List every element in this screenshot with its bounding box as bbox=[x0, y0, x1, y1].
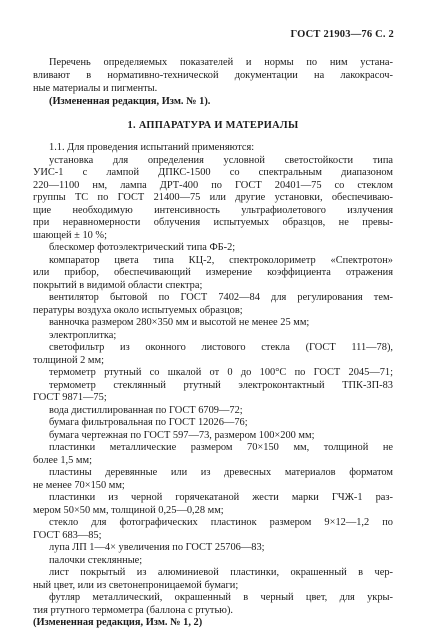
body-line: лупа ЛП 1—4× увеличения по ГОСТ 25706—83; bbox=[49, 542, 265, 553]
body-line: щие необходимую интенсивность ультрафиолетового излучения bbox=[33, 204, 393, 216]
body-line: блескомер фотоэлектрический типа ФБ-2; bbox=[49, 242, 236, 253]
body-line: стекло для фотографических пластинок размером 9×12—1,2 по bbox=[49, 517, 393, 528]
body-line: не менее 70×150 мм; bbox=[33, 479, 125, 491]
body-line: ванночка размером 280×350 мм и высотой не менее 25 мм; bbox=[49, 317, 310, 328]
body-line: УИС-1 с лампой ДПКС-1500 со спектральным диапазоном bbox=[33, 167, 393, 178]
body-line: компаратор цвета типа КЦ-2, спектроколориметр «Спектротон» bbox=[49, 254, 393, 266]
body-line: пластинки металлические размером 70×150 мм, толщиной не bbox=[49, 442, 393, 453]
body-line: термометр ртутный со шкалой от 0 до 100°С по ГОСТ 2045—71; bbox=[49, 367, 393, 378]
intro-line: Перечень определяемых показателей и нормы по ним устана- bbox=[49, 57, 393, 68]
body-line: пластинки из черной горячекатаной жести марки ГЧЖ-1 раз- bbox=[49, 492, 393, 503]
body-line: ГОСТ 9871—75; bbox=[33, 392, 107, 403]
body-line: ный цвет, или из светонепроницаемой бумаги; bbox=[33, 579, 239, 591]
body-line: мером 50×50 мм, толщиной 0,25—0,28 мм; bbox=[33, 504, 224, 516]
body-line: вентилятор бытовой по ГОСТ 7402—84 для регулирования тем- bbox=[49, 292, 393, 303]
body-line: лист покрытый из алюминиевой пластинки, окрашенный в чер- bbox=[49, 567, 393, 578]
body-line: ГОСТ 683—85; bbox=[33, 529, 102, 541]
body-line: бумага чертежная по ГОСТ 597—73, размером 100×200 мм; bbox=[49, 429, 315, 441]
page-header: ГОСТ 21903—76 С. 2 bbox=[290, 29, 394, 40]
body-line: группы ТС по ГОСТ 21400—75 или другие установки, обеспечиваю- bbox=[33, 192, 393, 203]
body-line: при неравномерности облучения испытуемых образцов, не превы- bbox=[33, 217, 393, 228]
body-line: бумага фильтровальная по ГОСТ 12026—76; bbox=[49, 417, 248, 428]
body-line: светофильтр из оконного листового стекла (ГОСТ 111—78), bbox=[49, 342, 393, 353]
body-line: пластины деревянные или из древесных материалов форматом bbox=[49, 467, 393, 478]
body-line: 220—1100 нм, лампа ДРТ-400 по ГОСТ 20401—75 со стеклом bbox=[33, 179, 393, 191]
body-line: шающей ± 10 %; bbox=[33, 229, 107, 241]
amendment-note: (Измененная редакция, Изм. № 1). bbox=[49, 96, 211, 107]
body-line: футляр металлический, окрашенный в черный цвет, для укры- bbox=[49, 592, 393, 603]
body-line: 1.1. Для проведения испытаний применяются: bbox=[49, 142, 255, 153]
intro-line: ные материалы и пигменты. bbox=[33, 83, 158, 94]
intro-line: вливают в нормативно-технической документации на лакокрасоч- bbox=[33, 70, 393, 81]
body-line: пературы воздуха около испытуемых образцов; bbox=[33, 304, 243, 316]
body-line: термометр стеклянный ртутный электроконтактный ТПК-ЗП-83 bbox=[49, 379, 393, 391]
body-line: более 1,5 мм; bbox=[33, 454, 92, 466]
body-line: палочки стеклянные; bbox=[49, 554, 143, 566]
body-line: вода дистиллированная по ГОСТ 6709—72; bbox=[49, 404, 243, 416]
amendment-note: (Измененная редакция, Изм. № 1, 2) bbox=[33, 617, 203, 628]
section-title: 1. АППАРАТУРА И МАТЕРИАЛЫ bbox=[127, 120, 299, 131]
body-line: или прибор, обеспечивающий измерение коэффициента отражения bbox=[33, 267, 393, 278]
body-line: покрытий в видимой области спектра; bbox=[33, 279, 203, 291]
body-line: электроплитка; bbox=[49, 329, 117, 341]
body-line: установка для определения условной светостойкости типа bbox=[49, 154, 393, 166]
body-line: тия ртутного термометра (баллона с ртутью). bbox=[33, 604, 234, 616]
body-line: толщиной 2 мм; bbox=[33, 354, 104, 366]
